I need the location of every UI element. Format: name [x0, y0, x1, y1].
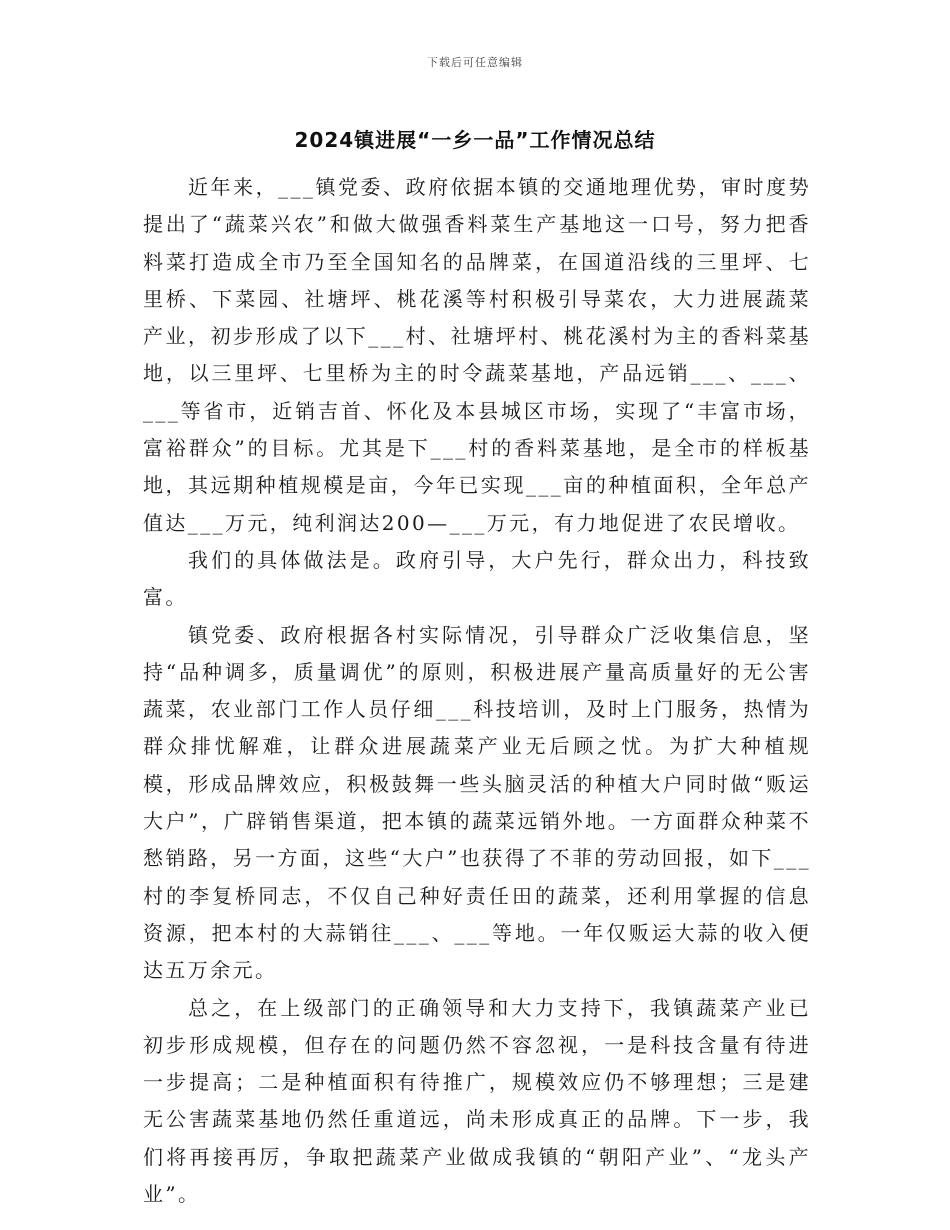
paragraph-intro: 近年来，___镇党委、政府依据本镇的交通地理优势，审时度势提出了“蔬菜兴农”和做大做强香料菜生产基地这一口号，努力把香料菜打造成全市乃至全国知名的品牌菜，在国道沿线的三里坪、七里桥、下菜园、社塘坪、桃花溪等村积极引导菜农，大力进展蔬菜产业，初步形成了以下___村、社塘坪村、桃花溪村为主的香料菜基地，以三里坪、七里桥为主的时令蔬菜基地，产品远销___、___、___等省市，近销吉首、怀化及本县城区市场，实现了“丰富市场，富裕群众”的目标。尤其是下___村的香料菜基地，是全市的样板基地，其远期种植规模是亩，今年已实现___亩的种植面积，全年总产值达___万元，纯利润达200—___万元，有力地促进了农民增收。 — [143, 175, 811, 535]
paragraph-method-summary: 我们的具体做法是。政府引导，大户先行，群众出力，科技致富。 — [143, 547, 811, 610]
paragraph-method-detail: 镇党委、政府根据各村实际情况，引导群众广泛收集信息，坚持“品种调多，质量调优”的原则，积极进展产量高质量好的无公害蔬菜，农业部门工作人员仔细___科技培训，及时上门服务，热情为群众排忧解难，让群众进展蔬菜产业无后顾之忧。为扩大种植规模，形成品牌效应，积极鼓舞一些头脑灵活的种植大户同时做“贩运大户”，广辟销售渠道，把本镇的蔬菜远销外地。一方面群众种菜不愁销路，另一方面，这些“大户”也获得了不菲的劳动回报，如下___村的李复桥同志，不仅自己种好责任田的蔬菜，还利用掌握的信息资源，把本村的大蒜销往___、___等地。一年仅贩运大蒜的收入便达五万余元。 — [143, 622, 811, 983]
paragraph-conclusion: 总之，在上级部门的正确领导和大力支持下，我镇蔬菜产业已初步形成规模，但存在的问题仍然不容忽视，一是科技含量有待进一步提高；二是种植面积有待推广，规模效应仍不够理想；三是建无公害蔬菜基地仍然任重道远，尚未形成真正的品牌。下一步，我们将再接再厉，争取把蔬菜产业做成我镇的“朝阳产业”、“龙头产业”。 — [143, 995, 811, 1207]
document-title: 2024镇进展“一乡一品”工作情况总结 — [294, 128, 656, 152]
document-body — [143, 169, 811, 1213]
header-note: 下载后可任意编辑 — [427, 56, 523, 69]
